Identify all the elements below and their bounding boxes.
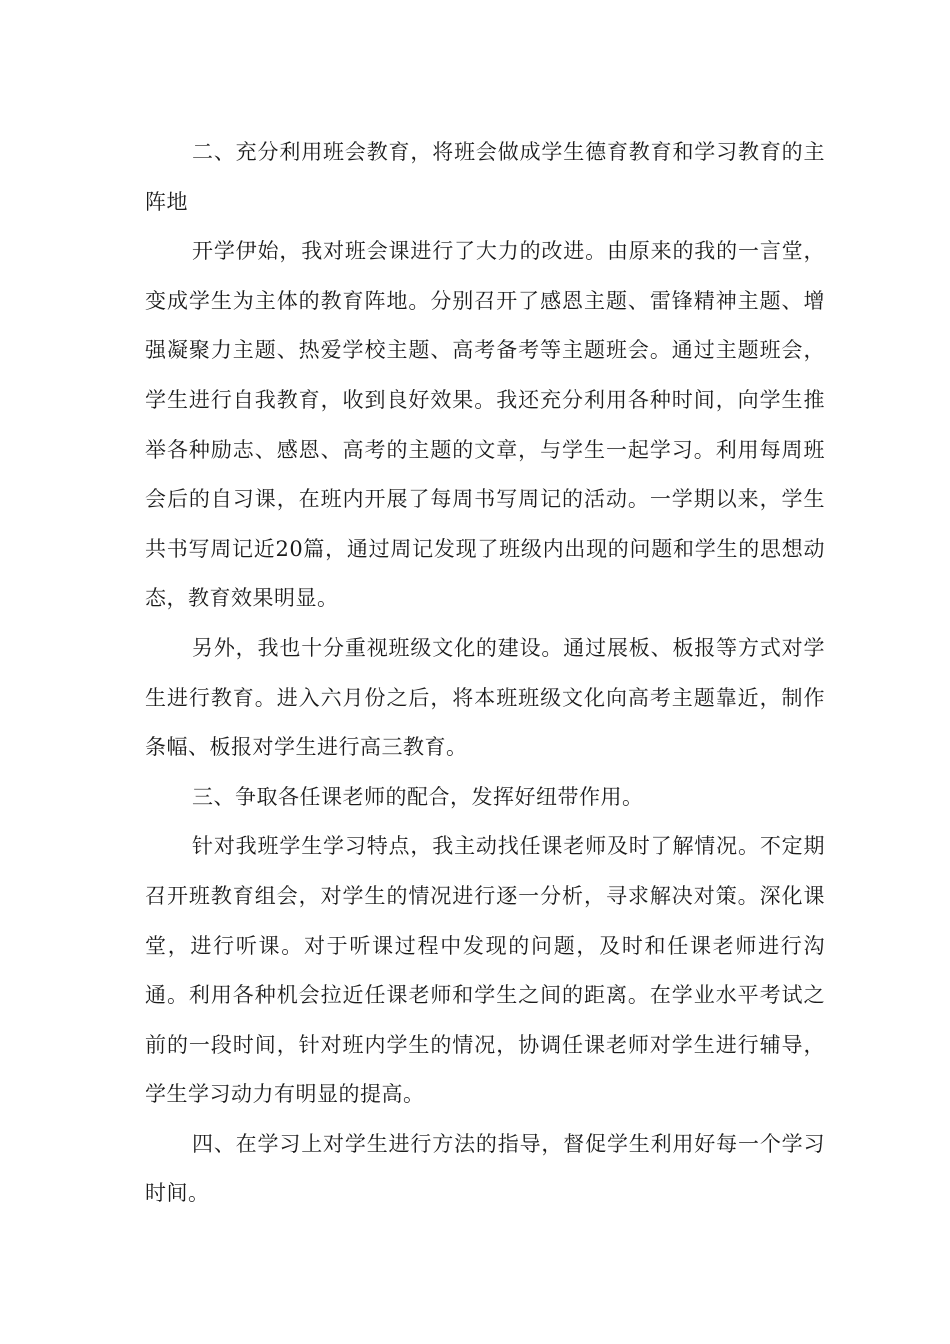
body-paragraph: 针对我班学生学习特点，我主动找任课老师及时了解情况。不定期召开班教育组会，对学生的情况进行逐一分析，寻求解决对策。深化课堂，进行听课。对于听课过程中发现的问题，及时和任课老师进行沟通。利用各种机会拉近任课老师和学生之间的距离。在学业水平考试之前的一段时间，针对班内学生的情况，协调任课老师对学生进行辅导，学生学习动力有明显的提高。 xyxy=(145,834,825,1107)
body-paragraph: 开学伊始，我对班会课进行了大力的改进。由原来的我的一言堂，变成学生为主体的教育阵地。分别召开了感恩主题、雷锋精神主题、增强凝聚力主题、热爱学校主题、高考备考等主题班会。通过主题班会，学生进行自我教育，收到良好效果。我还充分利用各种时间，向学生推举各种励志、感恩、高考的主题的文章，与学生一起学习。利用每周班会后的自习课，在班内开展了每周书写周记的活动。一学期以来，学生共书写周记近20篇，通过周记发现了班级内出现的问题和学生的思想动态，教育效果明显。 xyxy=(145,239,825,611)
document-body xyxy=(145,128,825,1219)
body-paragraph: 另外，我也十分重视班级文化的建设。通过展板、板报等方式对学生进行教育。进入六月份之后，将本班班级文化向高考主题靠近，制作条幅、板报对学生进行高三教育。 xyxy=(145,635,825,760)
section-heading-2: 二、充分利用班会教育，将班会做成学生德育教育和学习教育的主阵地 xyxy=(145,140,825,214)
section-heading-4: 四、在学习上对学生进行方法的指导，督促学生利用好每一个学习时间。 xyxy=(145,1131,825,1206)
section-heading-3: 三、争取各任课老师的配合，发挥好纽带作用。 xyxy=(192,784,644,809)
